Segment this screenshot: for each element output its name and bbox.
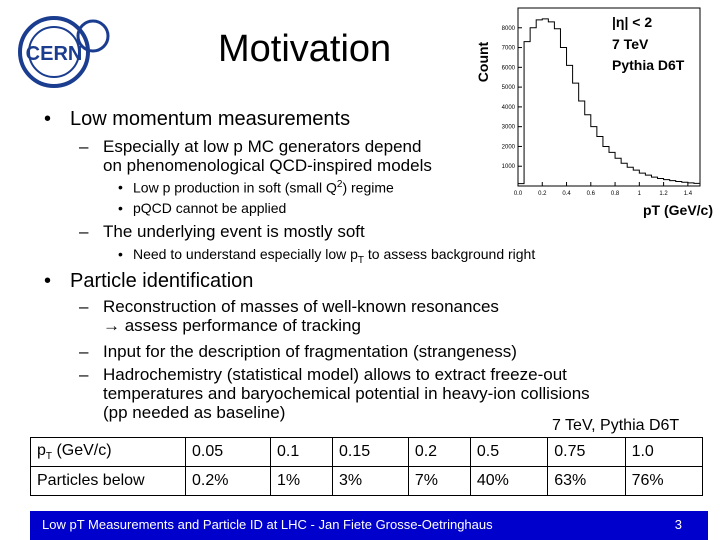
y-tick-label: 8000 [501, 25, 515, 32]
sub-bullet-resonances-line1: – Reconstruction of masses of well-known resonances [103, 297, 499, 316]
item-low-p-regime: ) regime [342, 179, 394, 196]
table-cell: 0.15 [333, 438, 409, 467]
sub-bullet-underlying-event: – The underlying event is mostly soft [103, 222, 365, 241]
x-tick-label: 0.6 [586, 191, 595, 197]
table-row-pt [31, 438, 703, 467]
table-header-pt [31, 438, 186, 467]
x-axis-label: pT (GeV/c) [642, 202, 713, 218]
table-cell: 1% [270, 467, 332, 496]
pt-table [30, 437, 703, 496]
y-tick-label: 1000 [501, 164, 515, 171]
x-tick-label: 0.0 [513, 191, 523, 197]
x-tick-label: 0.4 [562, 191, 571, 197]
table-cell: 1.0 [625, 438, 702, 467]
x-tick-label: 0.8 [610, 191, 620, 197]
item-pqcd: • pQCD cannot be applied [133, 200, 286, 216]
table-cell: 0.75 [548, 438, 625, 467]
table-cell: 76% [625, 467, 702, 496]
table-cell: 0.5 [470, 438, 547, 467]
x-tick-label: 0.2 [538, 191, 547, 197]
table-row-fraction [31, 467, 703, 496]
item-background-pre: Need to understand especially low p [133, 246, 358, 262]
page-number: 3 [674, 517, 682, 532]
item-background [133, 246, 535, 266]
table-cell: 0.2% [186, 467, 271, 496]
plot-annotation: 7 TeV [612, 36, 649, 52]
pt-unit: (GeV/c) [52, 441, 112, 459]
y-tick-label: 6000 [501, 65, 515, 72]
footer-text: Low pT Measurements and Particle ID at LHC - Jan Fiete Grosse-Oetringhaus [42, 517, 493, 532]
sub-bullet-hadro-line2: temperatures and baryochemical potential in heavy-ion collisions [103, 384, 590, 403]
y-tick-label: 5000 [501, 85, 515, 92]
table-cell: 40% [470, 467, 547, 496]
table-cell: 63% [548, 467, 625, 496]
item-low-p-production [133, 179, 394, 196]
x-tick-label: 1 [637, 191, 642, 197]
bullet-low-momentum: • Low momentum measurements [70, 108, 350, 131]
table-cell: 3% [333, 467, 409, 496]
sub-bullet-fragmentation: – Input for the description of fragmentation (strangeness) [103, 342, 517, 361]
item-low-p-text: Low p production in soft (small Q [133, 179, 337, 196]
footer-bar [30, 511, 708, 540]
sub-bullet-resonances [103, 297, 499, 335]
table-cell: 0.2 [408, 438, 470, 467]
q2-superscript: 2 [336, 179, 343, 190]
sub-bullet-mc-line2: on phenomenological QCD-inspired models [103, 156, 432, 175]
sub-bullet-mc-generators [103, 137, 432, 175]
x-tick-label: 1.2 [659, 191, 668, 197]
pt-t: T [45, 451, 53, 463]
sub-bullet-hadro-line3: (pp needed as baseline) [103, 403, 286, 422]
bullet-particle-id: • Particle identification [70, 270, 253, 293]
y-axis-label: Count [475, 41, 491, 83]
table-header-particles: Particles below [31, 467, 186, 496]
table-cell: 0.05 [186, 438, 271, 467]
logo-text: CERN [25, 43, 83, 65]
plot-frame [518, 8, 700, 186]
x-tick-label: 1.4 [683, 191, 693, 197]
sub-bullet-hadrochemistry [103, 365, 590, 422]
cern-logo [8, 8, 118, 90]
sub-bullet-hadro-line1: – Hadrochemistry (statistical model) allows to extract freeze-out [103, 365, 567, 384]
y-tick-label: 2000 [501, 144, 515, 151]
plot-annotation: |η| < 2 [612, 14, 653, 30]
sub-bullet-resonances-line2: → assess performance of tracking [103, 316, 361, 335]
table-caption: 7 TeV, Pythia D6T [552, 417, 680, 434]
plot-annotation: Pythia D6T [612, 57, 685, 73]
pt-subscript: T [357, 254, 365, 266]
pt-p: p [37, 441, 46, 459]
table-cell: 0.1 [270, 438, 332, 467]
sub-bullet-mc-line1: – Especially at low p MC generators depend [103, 137, 422, 156]
y-tick-label: 3000 [501, 124, 515, 131]
slide-title: Motivation [218, 28, 392, 70]
pt-histogram [470, 0, 720, 225]
table-cell: 7% [408, 467, 470, 496]
y-tick-label: 4000 [501, 104, 515, 111]
y-tick-label: 7000 [501, 45, 515, 52]
item-background-post: to assess background right [364, 246, 536, 262]
